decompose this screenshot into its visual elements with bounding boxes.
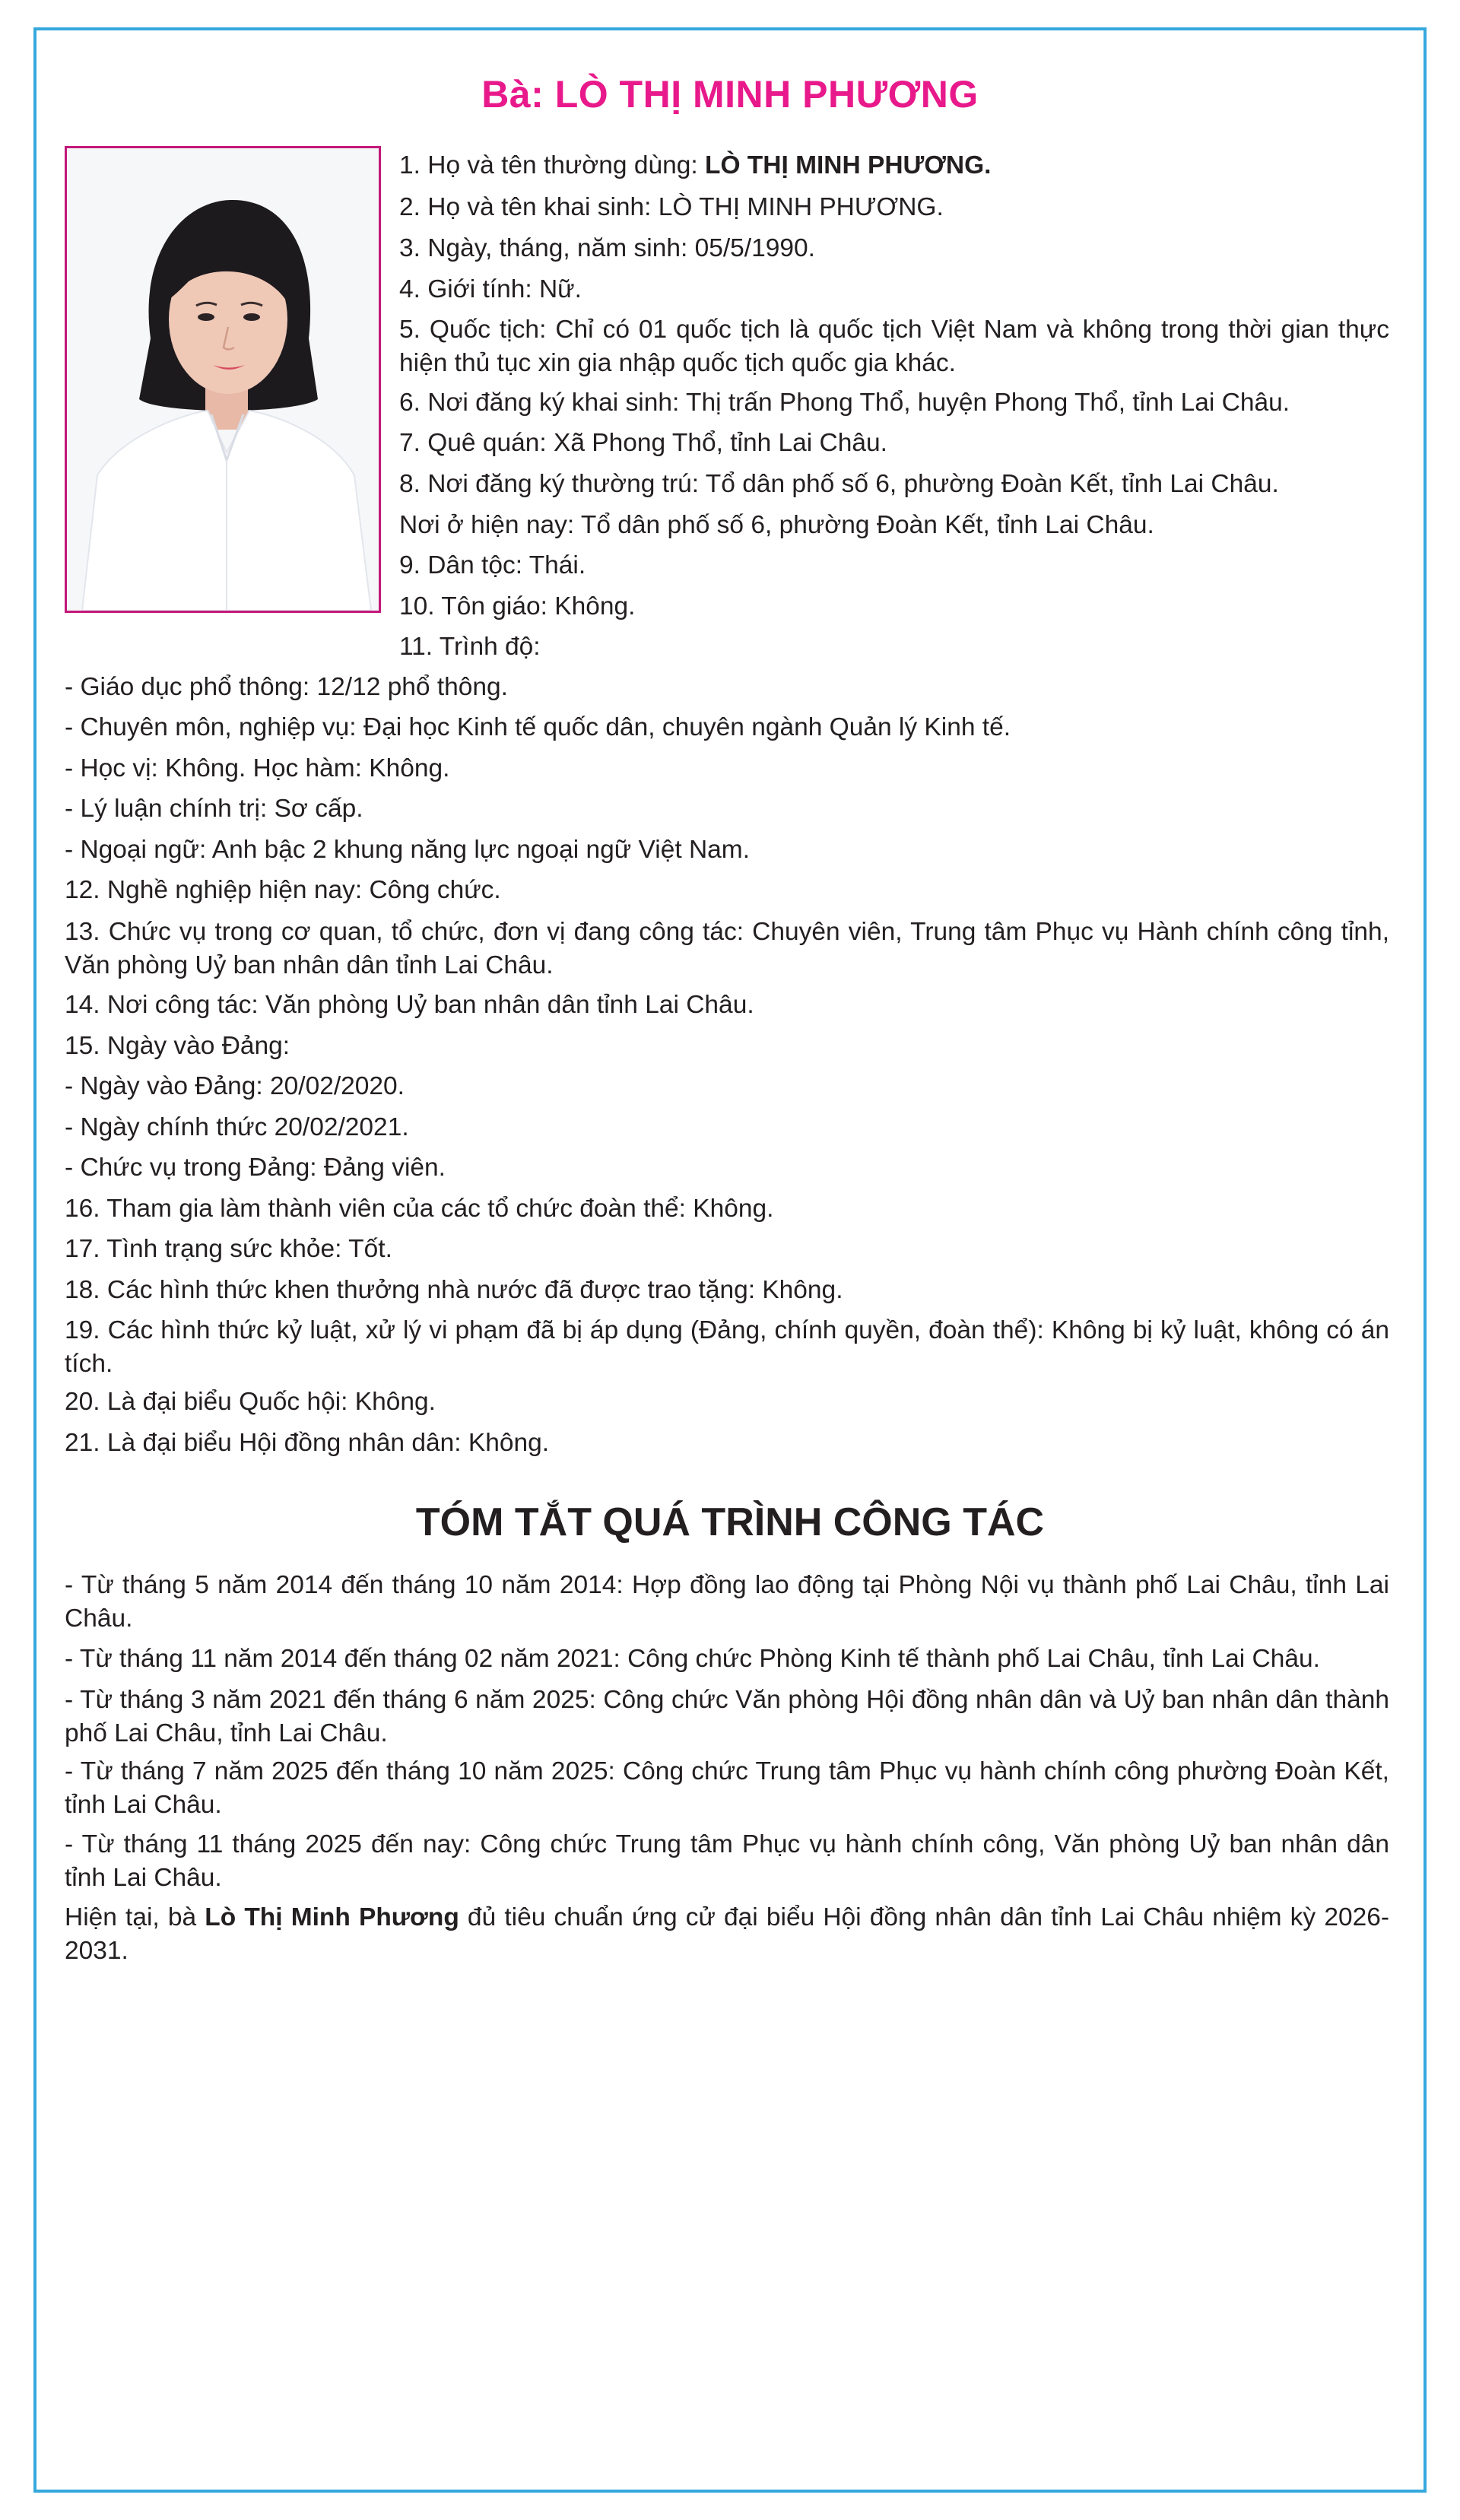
bio-item-10: 10. Tôn giáo: Không. [399, 592, 636, 620]
education-foreign-language: - Ngoại ngữ: Anh bậc 2 khung năng lực ngoại ngữ Việt Nam. [65, 836, 750, 864]
education-major: - Chuyên môn, nghiệp vụ: Đại học Kinh tế quốc dân, chuyên ngành Quản lý Kinh tế. [65, 713, 1011, 741]
education-general: - Giáo dục phổ thông: 12/12 phổ thông. [65, 673, 508, 701]
bio-item-21: 21. Là đại biểu Hội đồng nhân dân: Không. [65, 1429, 550, 1457]
career-entry-2: - Từ tháng 11 năm 2014 đến tháng 02 năm 2021: Công chức Phòng Kinh tế thành phố Lai Châu, tỉnh Lai Châu. [65, 1645, 1320, 1673]
career-entry-4: - Từ tháng 7 năm 2025 đến tháng 10 năm 2025: Công chức Trung tâm Phục vụ hành chính công phường Đoàn Kết, tỉnh Lai Châu. [65, 1757, 1389, 1819]
closing-suffix: đủ tiêu chuẩn ứng cử đại biểu Hội đồng nhân dân tỉnh Lai Châu nhiệm kỳ 2026-2031. [65, 1903, 1389, 1965]
education-degree: - Học vị: Không. Học hàm: Không. [65, 754, 450, 782]
bio-item-4: 4. Giới tính: Nữ. [399, 275, 582, 303]
bio-item-6: 6. Nơi đăng ký khai sinh: Thị trấn Phong Thổ, huyện Phong Thổ, tỉnh Lai Châu. [399, 389, 1290, 417]
party-join-date: - Ngày vào Đảng: 20/02/2020. [65, 1072, 405, 1100]
bio-item-7: 7. Quê quán: Xã Phong Thổ, tỉnh Lai Châu. [399, 429, 887, 457]
party-position: - Chức vụ trong Đảng: Đảng viên. [65, 1154, 446, 1182]
bio-item-12: 12. Nghề nghiệp hiện nay: Công chức. [65, 876, 501, 904]
bio-item-9: 9. Dân tộc: Thái. [399, 551, 586, 579]
bio-item-19: 19. Các hình thức kỷ luật, xử lý vi phạm đã bị áp dụng (Đảng, chính quyền, đoàn thể): Không bị kỷ luật, không có án tích. [65, 1316, 1389, 1378]
bio-item-2: 2. Họ và tên khai sinh: LÒ THỊ MINH PHƯƠNG. [399, 193, 944, 221]
bio-item-3: 3. Ngày, tháng, năm sinh: 05/5/1990. [399, 234, 815, 262]
bio-item-11: 11. Trình độ: [399, 633, 541, 661]
bio-item-13: 13. Chức vụ trong cơ quan, tổ chức, đơn vị đang công tác: Chuyên viên, Trung tâm Phục vụ Hành chính công tỉnh, Văn phòng Uỷ ban nhân dân tỉnh Lai Châu. [65, 918, 1389, 979]
closing-prefix: Hiện tại, bà [65, 1903, 205, 1931]
bio-item-17: 17. Tình trạng sức khỏe: Tốt. [65, 1235, 392, 1263]
bio-item-16: 16. Tham gia làm thành viên của các tổ chức đoàn thể: Không. [65, 1195, 774, 1223]
bio-item-1 [399, 149, 991, 182]
bio-item-8b: Nơi ở hiện nay: Tổ dân phố số 6, phường Đoàn Kết, tỉnh Lai Châu. [399, 511, 1154, 539]
career-entry-5: - Từ tháng 11 tháng 2025 đến nay: Công chức Trung tâm Phục vụ hành chính công, Văn phòng Uỷ ban nhân dân tỉnh Lai Châu. [65, 1830, 1389, 1892]
candidate-photo [65, 146, 381, 613]
career-entry-3: - Từ tháng 3 năm 2021 đến tháng 6 năm 2025: Công chức Văn phòng Hội đồng nhân dân và Uỷ ban nhân dân thành phố Lai Châu, tỉnh Lai Châu. [65, 1686, 1389, 1747]
bio-item-5: 5. Quốc tịch: Chỉ có 01 quốc tịch là quốc tịch Việt Nam và không trong thời gian thực hiện thủ tục xin gia nhập quốc tịch quốc gia khác. [399, 316, 1389, 377]
bio-item-1-label: 1. Họ và tên thường dùng: [399, 151, 705, 179]
candidate-title: Bà: LÒ THỊ MINH PHƯƠNG [481, 73, 979, 116]
career-summary-heading: TÓM TẮT QUÁ TRÌNH CÔNG TÁC [415, 1500, 1045, 1544]
bio-item-18: 18. Các hình thức khen thưởng nhà nước đã được trao tặng: Không. [65, 1276, 843, 1304]
closing-candidate-name: Lò Thị Minh Phương [205, 1903, 459, 1931]
career-entry-1: - Từ tháng 5 năm 2014 đến tháng 10 năm 2014: Hợp đồng lao động tại Phòng Nội vụ thành phố Lai Châu, tỉnh Lai Châu. [65, 1571, 1389, 1633]
party-official-date: - Ngày chính thức 20/02/2021. [65, 1113, 409, 1141]
bio-item-20: 20. Là đại biểu Quốc hội: Không. [65, 1388, 436, 1416]
bio-item-1-name: LÒ THỊ MINH PHƯƠNG. [704, 151, 992, 179]
closing-statement [65, 1901, 1389, 1968]
bio-item-15: 15. Ngày vào Đảng: [65, 1032, 290, 1060]
education-political-theory: - Lý luận chính trị: Sơ cấp. [65, 795, 363, 823]
portrait-image [67, 148, 379, 611]
bio-item-8: 8. Nơi đăng ký thường trú: Tổ dân phố số 6, phường Đoàn Kết, tỉnh Lai Châu. [399, 470, 1279, 498]
bio-item-14: 14. Nơi công tác: Văn phòng Uỷ ban nhân dân tỉnh Lai Châu. [65, 991, 754, 1019]
